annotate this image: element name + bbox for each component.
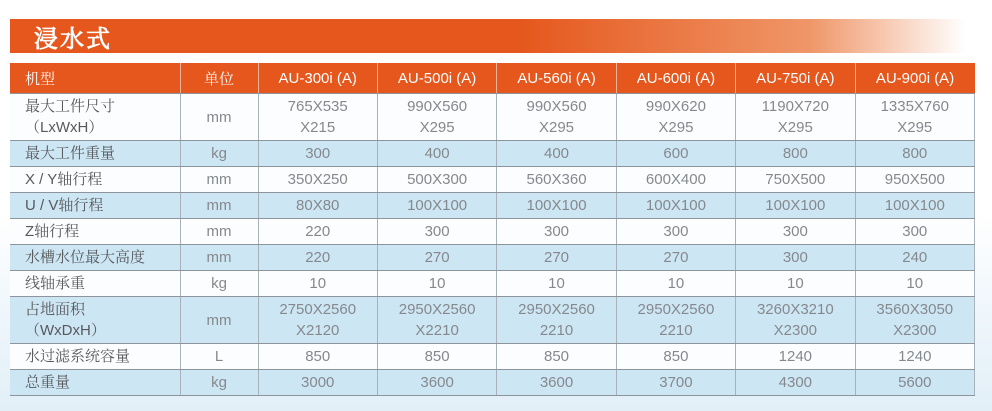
header-row [10,63,975,94]
value-cell: 220 [258,219,377,245]
row-label: 占地面积 （WxDxH） [10,297,180,344]
unit-cell: kg [180,141,258,167]
value-cell: 750X500 [736,167,855,193]
row-label: 最大工件尺寸 （LxWxH） [10,94,180,141]
table-row [10,193,975,219]
unit-cell: mm [180,94,258,141]
row-label: 水过滤系统容量 [10,344,180,370]
value-cell: 1240 [855,344,974,370]
value-cell: 500X300 [377,167,496,193]
value-cell: 5600 [855,370,974,396]
value-cell: 300 [616,219,735,245]
table-row [10,271,975,297]
column-header-1: 单位 [180,63,258,94]
value-cell: 10 [377,271,496,297]
table-row [10,245,975,271]
value-cell: 10 [855,271,974,297]
row-label: 总重量 [10,370,180,396]
row-label: 最大工件重量 [10,141,180,167]
column-header-2: AU-300i (A) [258,63,377,94]
value-cell: 100X100 [497,193,616,219]
section-title: 浸水式 [34,25,112,53]
value-cell: 850 [377,344,496,370]
row-label: 线轴承重 [10,271,180,297]
value-cell: 400 [497,141,616,167]
value-cell: 400 [377,141,496,167]
unit-cell: mm [180,167,258,193]
value-cell: 4300 [736,370,855,396]
value-cell: 950X500 [855,167,974,193]
value-cell: 80X80 [258,193,377,219]
value-cell: 2950X2560 2210 [497,297,616,344]
value-cell: 600X400 [616,167,735,193]
spec-table [10,63,975,396]
value-cell: 850 [616,344,735,370]
value-cell: 3560X3050 X2300 [855,297,974,344]
value-cell: 100X100 [616,193,735,219]
value-cell: 2950X2560 X2210 [377,297,496,344]
unit-cell: kg [180,271,258,297]
value-cell: 3600 [497,370,616,396]
value-cell: 220 [258,245,377,271]
value-cell: 3700 [616,370,735,396]
column-header-7: AU-900i (A) [855,63,974,94]
table-row [10,344,975,370]
value-cell: 990X620 X295 [616,94,735,141]
table-row [10,141,975,167]
value-cell: 350X250 [258,167,377,193]
value-cell: 10 [497,271,616,297]
value-cell: 1190X720 X295 [736,94,855,141]
value-cell: 3260X3210 X2300 [736,297,855,344]
table-row [10,219,975,245]
row-label: X / Y轴行程 [10,167,180,193]
value-cell: 3000 [258,370,377,396]
column-header-6: AU-750i (A) [736,63,855,94]
value-cell: 300 [258,141,377,167]
value-cell: 850 [497,344,616,370]
section-title-banner [10,19,985,53]
row-label: 水槽水位最大高度 [10,245,180,271]
value-cell: 270 [616,245,735,271]
value-cell: 800 [855,141,974,167]
value-cell: 990X560 X295 [377,94,496,141]
value-cell: 270 [497,245,616,271]
unit-cell: mm [180,219,258,245]
table-row [10,370,975,396]
value-cell: 850 [258,344,377,370]
unit-cell: mm [180,297,258,344]
column-header-3: AU-500i (A) [377,63,496,94]
value-cell: 100X100 [736,193,855,219]
value-cell: 100X100 [377,193,496,219]
column-header-5: AU-600i (A) [616,63,735,94]
value-cell: 1240 [736,344,855,370]
unit-cell: kg [180,370,258,396]
value-cell: 600 [616,141,735,167]
value-cell: 10 [736,271,855,297]
value-cell: 100X100 [855,193,974,219]
value-cell: 300 [497,219,616,245]
value-cell: 2950X2560 2210 [616,297,735,344]
value-cell: 300 [736,245,855,271]
value-cell: 240 [855,245,974,271]
row-label: Z轴行程 [10,219,180,245]
column-header-0: 机型 [10,63,180,94]
unit-cell: mm [180,193,258,219]
value-cell: 3600 [377,370,496,396]
value-cell: 2750X2560 X2120 [258,297,377,344]
value-cell: 270 [377,245,496,271]
value-cell: 990X560 X295 [497,94,616,141]
value-cell: 800 [736,141,855,167]
table-row [10,297,975,344]
value-cell: 10 [616,271,735,297]
column-header-4: AU-560i (A) [497,63,616,94]
unit-cell: L [180,344,258,370]
value-cell: 1335X760 X295 [855,94,974,141]
value-cell: 300 [855,219,974,245]
unit-cell: mm [180,245,258,271]
value-cell: 300 [377,219,496,245]
table-row [10,167,975,193]
value-cell: 300 [736,219,855,245]
row-label: U / V轴行程 [10,193,180,219]
value-cell: 560X360 [497,167,616,193]
table-row [10,94,975,141]
value-cell: 10 [258,271,377,297]
value-cell: 765X535 X215 [258,94,377,141]
